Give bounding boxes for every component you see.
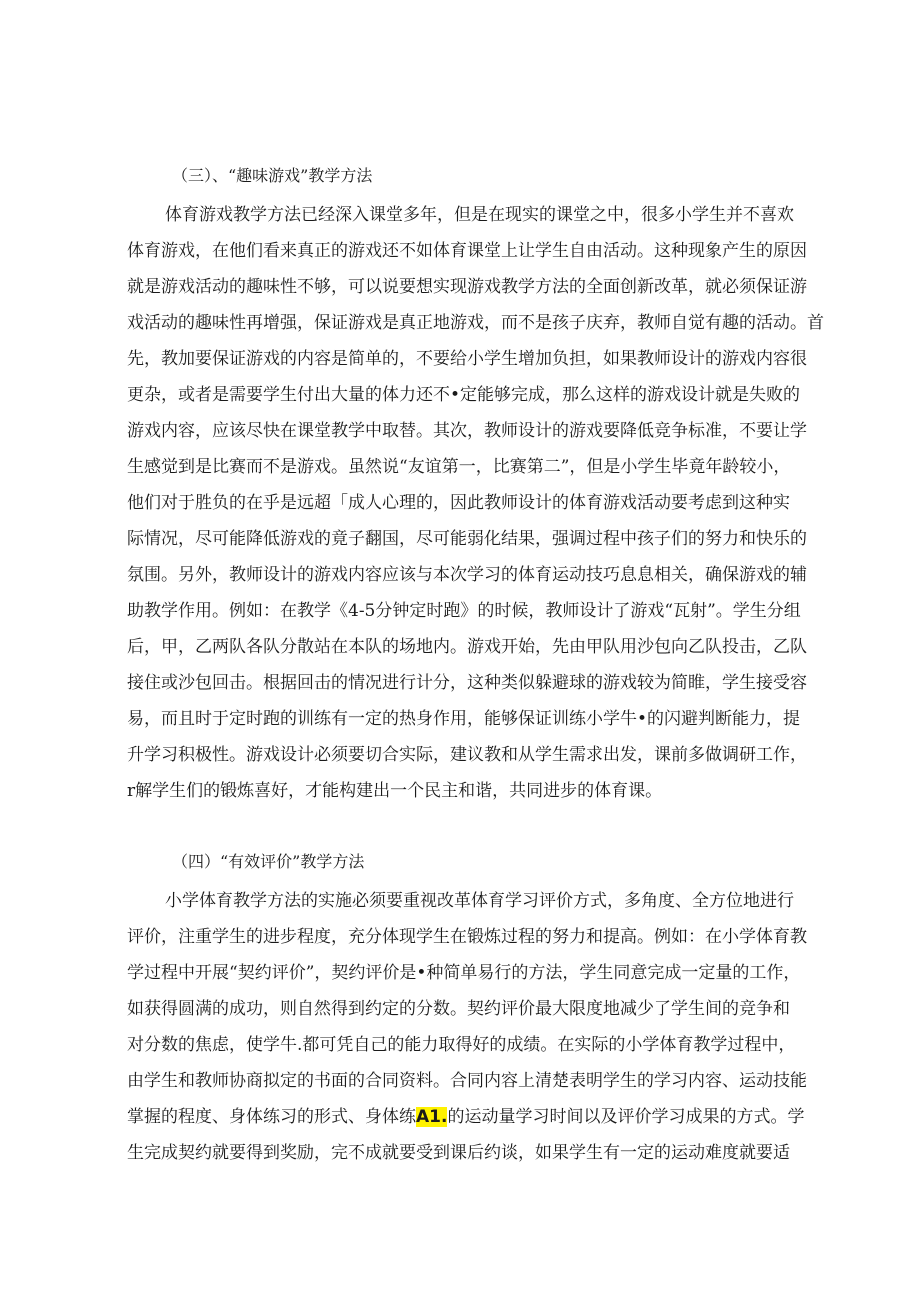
paragraph-line: 评价，注重学生的进步程度，充分体现学生在锻炼过程的努力和提高。例如：在小学体育教 [127,927,807,947]
section-4-heading: （四）“有效评价”教学方法 [172,852,365,871]
paragraph-line: 戏活动的趣味性再增强，保证游戏是真正地游戏，而不是孩子庆弃，教师自觉有趣的活动。首 [127,313,824,333]
paragraph-line: 助教学作用。例如：在教学《4-5分钟定时跑》的时候，教师设计了游戏“瓦射”。学生分组 [127,601,801,621]
paragraph-line: 就是游戏活动的趣味性不够，可以说要想实现游戏教学方法的全面创新改革，就必须保证游 [127,277,807,297]
paragraph-line: 学过程中开展“契约评价”，契约评价是•种简单易行的方法，学生同意完成一定量的工作， [127,963,801,983]
paragraph-line: 生完成契约就要得到奖励，完不成就要受到课后约谈，如果学生有一定的运动难度就要适 [127,1143,790,1163]
paragraph-line: 接住或沙包回击。根据回击的情况进行计分，这种类似躲避球的游戏较为简睢，学生接受容 [127,673,807,693]
line-text-before: 掌握的程度、身体练习的形式、身体练 [127,1107,416,1127]
section-3-heading: （三）、“趣味游戏”教学方法 [172,166,373,185]
paragraph-line: 际情况，尽可能降低游戏的竟子翻国，尽可能弱化结果，强调过程中孩子们的努力和快乐的 [127,529,807,549]
paragraph-line: 生感觉到是比赛而不是游戏。虽然说“友谊第一，比赛第二”，但是小学生毕竟年龄较小， [127,457,791,477]
paragraph-line: 他们对于胜负的在乎是远超「成人心理的，因此教师设计的体育游戏活动要考虑到这种实 [127,493,790,513]
paragraph-line: 氛围。另外，教师设计的游戏内容应该与本次学习的体育运动技巧息息相关，确保游戏的辅 [127,565,807,585]
paragraph-line: 小学体育教学方法的实施必须要重视改革体育学习评价方式，多角度、全方位地进行 [165,891,794,911]
paragraph-line: 升学习积极性。游戏设计必须要切合实际，建议教和从学生需求出发，课前多做调研工作， [127,745,807,765]
paragraph-line: 更杂，或者是需要学生付出大量的体力还不•定能够完成，那么这样的游戏设计就是失败的 [127,385,801,405]
paragraph-line: 体育游戏，在他们看来真正的游戏还不如体育课堂上让学生自由活动。这种现象产生的原因 [127,241,807,261]
line-text-after: 的运动量学习时间以及评价学习成果的方式。学 [447,1107,805,1127]
paragraph-line: 由学生和教师协商拟定的书面的合同资料。合同内容上清楚表明学生的学习内容、运动技能 [127,1071,807,1091]
paragraph-line: 先，教加要保证游戏的内容是简单的，不要给小学生增加负担，如果教师设计的游戏内容很 [127,349,807,369]
paragraph-line [127,1106,807,1128]
paragraph-line: r解学生们的锻炼喜好，才能构建出一个民主和谐，共同进步的体育课。 [127,781,663,801]
highlighted-text: A1. [416,1107,448,1127]
paragraph-line: 游戏内容，应该尽快在课堂教学中取替。其次，教师设计的游戏要降低竞争标准，不要让学 [127,421,807,441]
paragraph-line: 后，甲，乙两队各队分散站在本队的场地内。游戏开始，先由甲队用沙包向乙队投击，乙队 [127,637,807,657]
paragraph-line: 如获得圆满的成功，则自然得到约定的分数。契约评价最大限度地减少了学生间的竞争和 [127,999,790,1019]
paragraph-line: 对分数的焦虑，使学牛.都可凭自己的能力取得好的成绩。在实际的小学体育教学过程中， [127,1035,796,1055]
paragraph-line: 易，而且时于定时跑的训练有一定的热身作用，能够保证训练小学牛•的闪避判断能力，提 [127,709,801,729]
paragraph-line: 体育游戏教学方法已经深入课堂多年，但是在现实的课堂之中，很多小学生并不喜欢 [165,205,794,225]
